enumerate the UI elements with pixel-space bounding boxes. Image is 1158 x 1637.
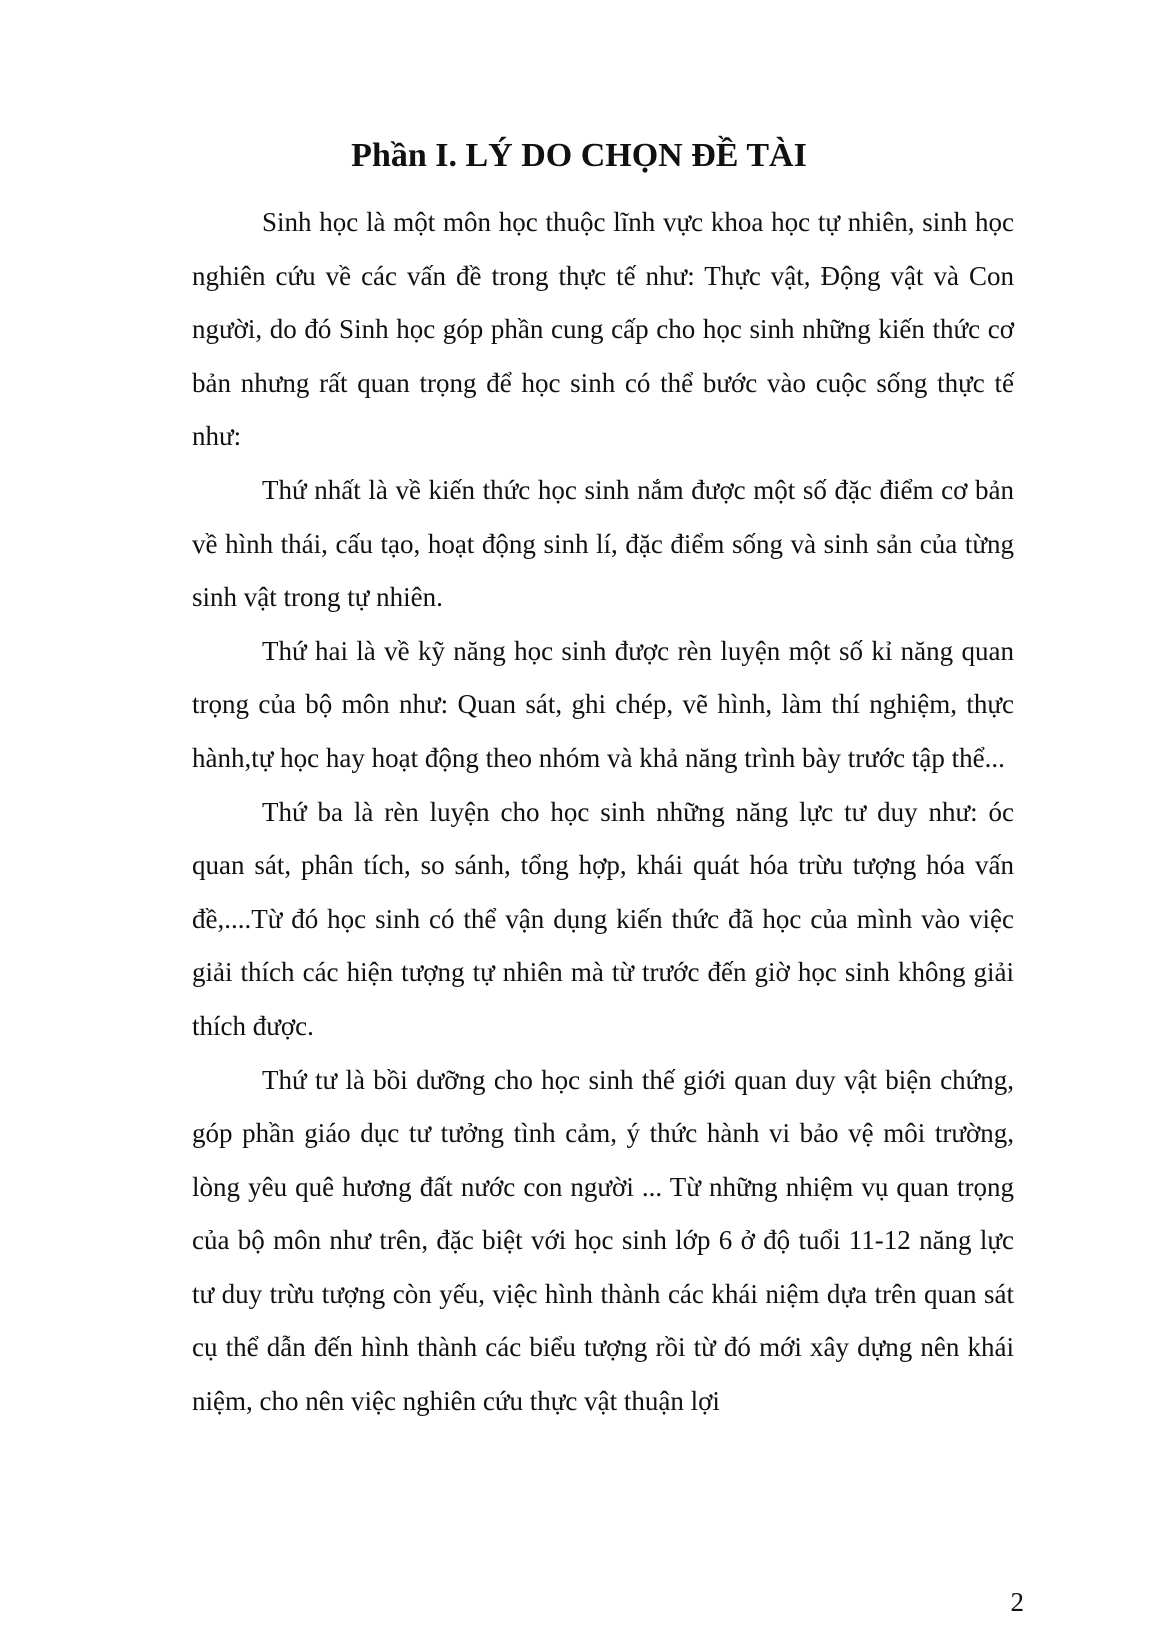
paragraph-third: Thứ ba là rèn luyện cho học sinh những năng lực tư duy như: óc quan sát, phân tích, so sánh, tổng hợp, khái quát hóa trừu tượng hóa vấn đề,....Từ đó học sinh có thể vận dụng kiến thức đã học của mình vào việc giải thích các hiện tượng tự nhiên mà từ trước đến giờ học sinh không giải thích được.: [192, 796, 1014, 1041]
paragraph-second: Thứ hai là về kỹ năng học sinh được rèn luyện một số kỉ năng quan trọng của bộ môn như: Quan sát, ghi chép, vẽ hình, làm thí nghiệm, thực hành,tự học hay hoạt động theo nhóm và khả năng trình bày trước tập thể...: [192, 635, 1014, 773]
section-title: Phần I. LÝ DO CHỌN ĐỀ TÀI: [351, 137, 807, 174]
body-text: [192, 196, 1014, 1429]
paragraph-fourth: Thứ tư là bồi dưỡng cho học sinh thế giới quan duy vật biện chứng, góp phần giáo dục tư tưởng tình cảm, ý thức hành vi bảo vệ môi trường, lòng yêu quê hương đất nước con người ... Từ những nhiệm vụ quan trọng của bộ môn như trên, đặc biệt với học sinh lớp 6 ở độ tuổi 11-12 năng lực tư duy trừu tượng còn yếu, việc hình thành các khái niệm dựa trên quan sát cụ thể dẫn đến hình thành các biểu tượng rồi từ đó mới xây dựng nên khái niệm, cho nên việc nghiên cứu thực vật thuận lợi: [192, 1064, 1014, 1417]
paragraph-first: Thứ nhất là về kiến thức học sinh nắm được một số đặc điểm cơ bản về hình thái, cấu tạo, hoạt động sinh lí, đặc điểm sống và sinh sản của từng sinh vật trong tự nhiên.: [192, 474, 1014, 613]
page-number: 2: [1010, 1587, 1024, 1617]
paragraph-intro: Sinh học là một môn học thuộc lĩnh vực khoa học tự nhiên, sinh học nghiên cứu về các vấn đề trong thực tế như: Thực vật, Động vật và Con người, do đó Sinh học góp phần cung cấp cho học sinh những kiến thức cơ bản nhưng rất quan trọng để học sinh có thể bước vào cuộc sống thực tế như:: [192, 207, 1014, 452]
